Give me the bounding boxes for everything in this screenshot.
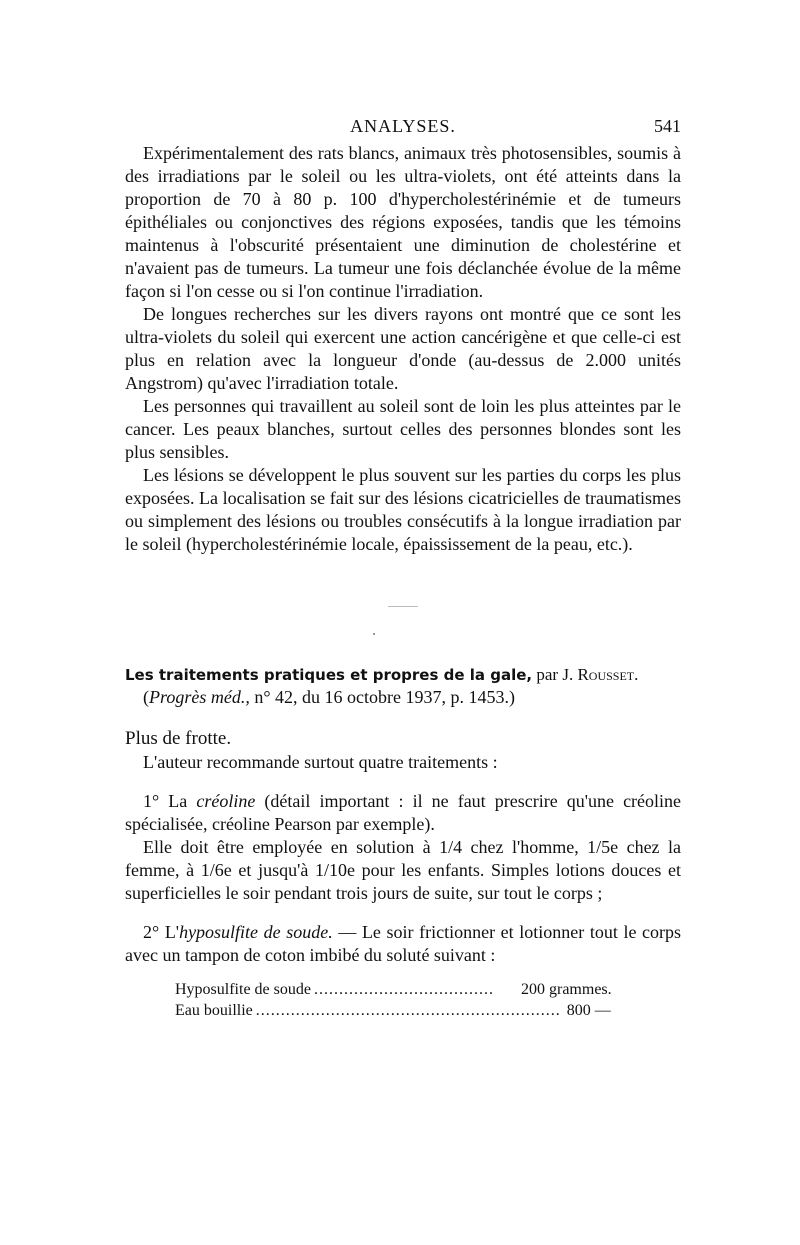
recipe-leader: .................................... (313, 981, 494, 998)
separator-dot (373, 633, 375, 635)
treatment-1-text: (détail important : il ne faut prescrire qu'une créoline spécialisée, créoline Pearson par exemple). (125, 791, 682, 834)
source-details: n° 42, du 16 octobre 1937, p. 1453.) (254, 687, 515, 707)
recipe-row (175, 979, 631, 1000)
article-title: Les traitements pratiques et propres de la gale, (125, 666, 533, 684)
paragraph-experiments: Expérimentalement des rats blancs, animaux très photosensibles, soumis à des irradiations par le soleil ou les ultra-violets, ont été atteints dans la proportion de 70 à 80 p. 100 d'hypercholestérinémie et de tumeurs épithéliales ou conjonctives des régions exposées, tandis que les témoins maintenus à l'obscurité présentaient une diminution de cholestérine et n'avaient pas de tumeurs. La tumeur une fois déclanchée évolue de la même façon si l'on cesse ou si l'on continue l'irradiation. (125, 143, 681, 301)
treatment-2-article: L' (164, 922, 180, 942)
treatment-1-article: La (168, 791, 188, 811)
article-author: Rousset. (577, 665, 639, 684)
article-heading (125, 665, 681, 709)
source-journal: Progrès méd., (149, 687, 250, 707)
recipe-quantity: 800 — (566, 1002, 611, 1019)
paragraph-persons: Les personnes qui travaillent au soleil sont de loin les plus atteintes par le cancer. Les peaux blanches, surtout celles des personnes blondes sont les plus sensibles. (125, 396, 681, 462)
treatment-2-name: hyposulfite de soude. (179, 922, 333, 942)
treatment-2-text: — Le soir frictionner et lotionner tout le corps avec un tampon de coton imbibé du soluté suivant : (125, 922, 682, 965)
recipe-ingredient: Hyposulfite de soude (175, 981, 311, 998)
treatment-1 (125, 790, 681, 836)
treatment-1-name: créoline (196, 791, 256, 811)
recipe-row (175, 1000, 631, 1021)
treatment-2 (125, 921, 681, 967)
article-intro: L'auteur recommande surtout quatre traitements : (143, 752, 498, 772)
article-title-line (125, 665, 681, 685)
page (125, 112, 681, 1021)
article-subheading: Plus de frotte. (125, 728, 232, 749)
article-by: par J. (536, 665, 574, 684)
treatment-2-number: 2° (143, 922, 160, 942)
recipe-table (175, 979, 631, 1021)
article-source (125, 685, 681, 709)
recipe-quantity: 200 grammes. (521, 981, 612, 998)
source-open-paren: ( (143, 687, 149, 707)
treatment-1-number: 1° (143, 791, 160, 811)
recipe-leader: ............................................................. (255, 1002, 561, 1019)
page-number: 541 (654, 116, 681, 136)
running-header (125, 112, 681, 142)
header-title: ANALYSES. (350, 116, 456, 136)
treatment-1-dosage: Elle doit être employée en solution à 1/4 chez l'homme, 1/5e chez la femme, à 1/6e et jusqu'à 1/10e pour les enfants. Simples lotions douces et superficielles le soir pendant trois jours de suite, sur tout le corps ; (125, 837, 681, 903)
paragraph-lesions: Les lésions se développent le plus souvent sur les parties du corps les plus exposées. La localisation se fait sur des lésions cicatricielles de traumatismes ou simplement des lésions ou troubles consécutifs à la longue irradiation par le soleil (hypercholestérinémie locale, épaississement de la peau, etc.). (125, 465, 681, 554)
recipe-ingredient: Eau bouillie (175, 1002, 253, 1019)
section-separator (388, 606, 418, 607)
paragraph-rays: De longues recherches sur les divers rayons ont montré que ce sont les ultra-violets du soleil qui exercent une action cancérigène et que celle-ci est plus en relation avec la longueur d'onde (au-dessus de 2.000 unités Angstrom) qu'avec l'irradiation totale. (125, 304, 681, 393)
